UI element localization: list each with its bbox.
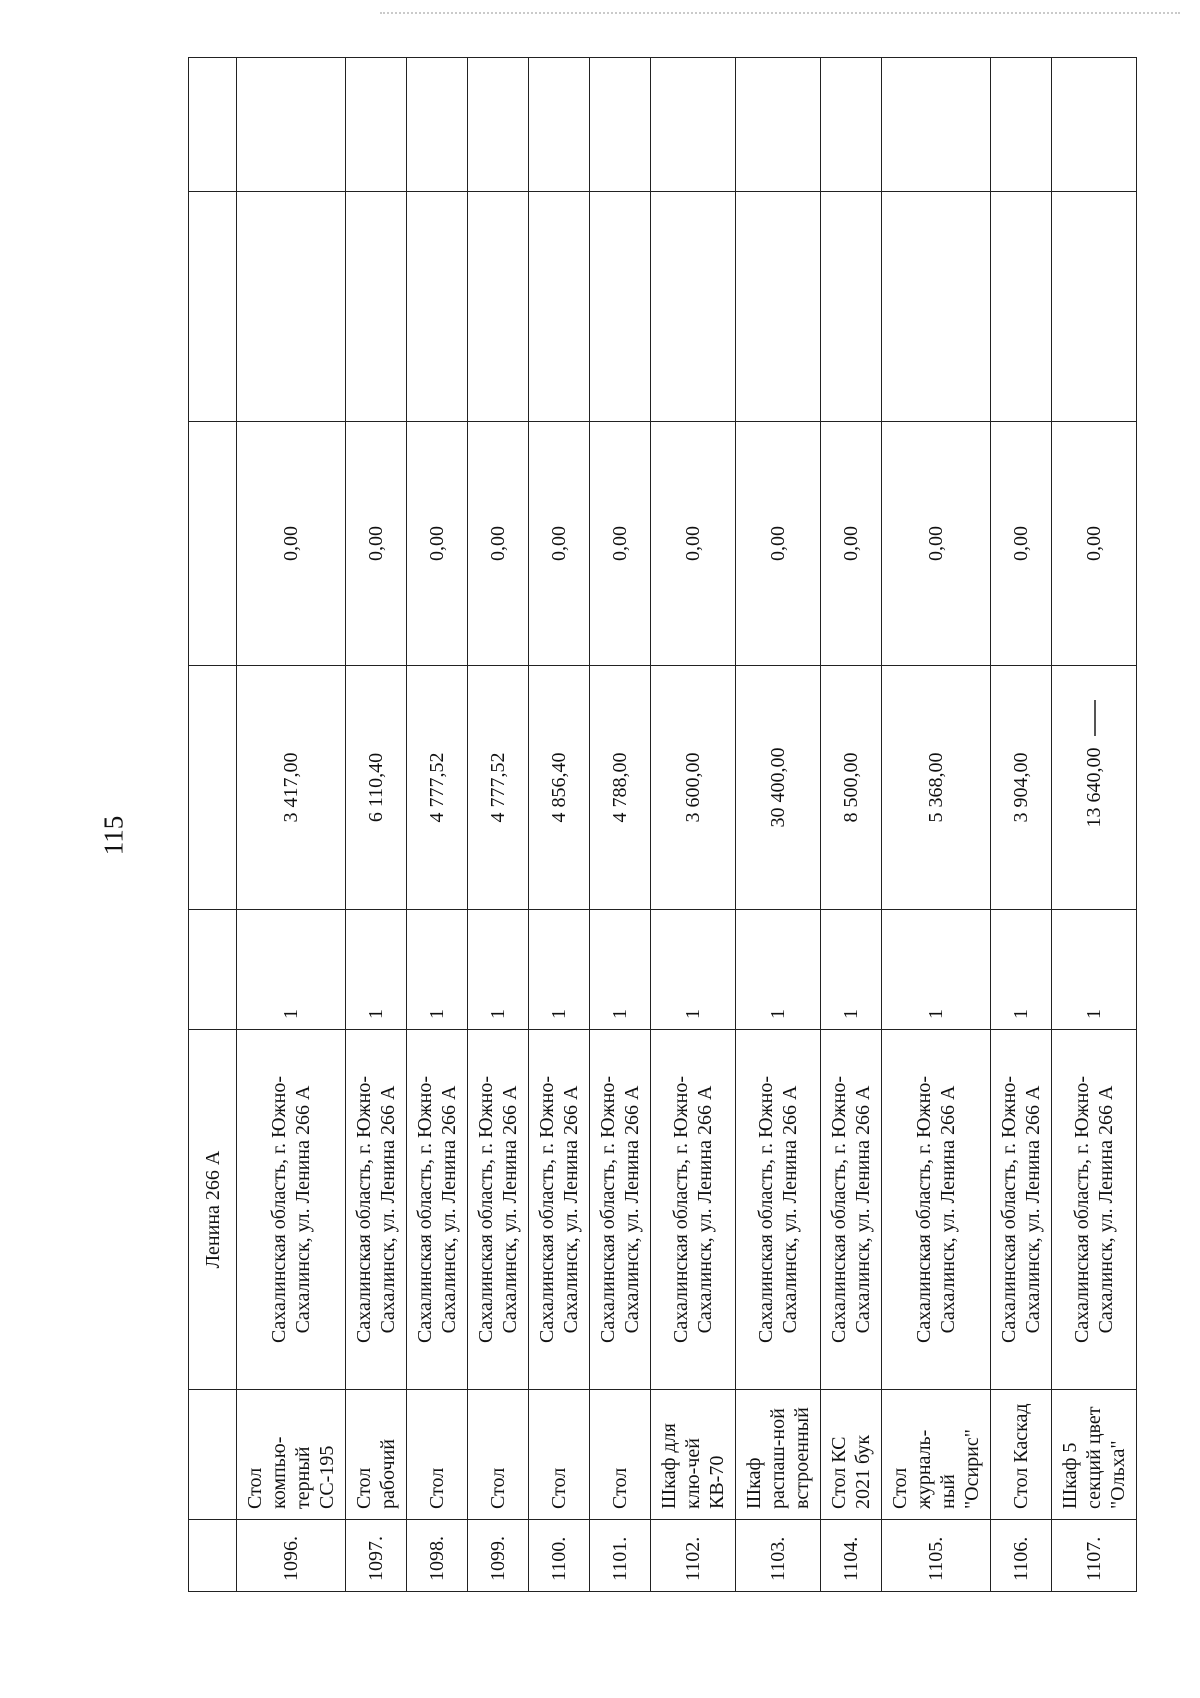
item-cost: 13 640,00 bbox=[1052, 666, 1137, 910]
table-row bbox=[590, 58, 651, 1592]
cell-empty bbox=[882, 192, 991, 422]
item-cost: 6 110,40 bbox=[346, 666, 407, 910]
item-residual-value: 0,00 bbox=[346, 422, 407, 666]
cell-empty bbox=[590, 192, 651, 422]
item-residual-value: 0,00 bbox=[407, 422, 468, 666]
item-address: Сахалинская область, г. Южно-Сахалинск, ул. Ленина 266 А bbox=[237, 1030, 346, 1390]
item-number: 1107. bbox=[1052, 1520, 1137, 1592]
table-row bbox=[821, 58, 882, 1592]
item-residual-value: 0,00 bbox=[529, 422, 590, 666]
cell-empty bbox=[821, 58, 882, 192]
cell-empty bbox=[189, 192, 237, 422]
cell-empty bbox=[237, 58, 346, 192]
cell-empty bbox=[991, 192, 1052, 422]
item-address: Сахалинская область, г. Южно-Сахалинск, ул. Ленина 266 А bbox=[736, 1030, 821, 1390]
cell-empty bbox=[189, 1520, 237, 1592]
cell-empty bbox=[651, 58, 736, 192]
item-residual-value: 0,00 bbox=[651, 422, 736, 666]
item-address: Сахалинская область, г. Южно-Сахалинск, ул. Ленина 266 А bbox=[821, 1030, 882, 1390]
item-residual-value: 0,00 bbox=[991, 422, 1052, 666]
item-address: Сахалинская область, г. Южно-Сахалинск, ул. Ленина 266 А bbox=[529, 1030, 590, 1390]
item-cost: 4 788,00 bbox=[590, 666, 651, 910]
item-cost: 4 777,52 bbox=[468, 666, 529, 910]
item-address: Сахалинская область, г. Южно-Сахалинск, ул. Ленина 266 А bbox=[346, 1030, 407, 1390]
item-name: Стол компью-терный СС-195 bbox=[237, 1390, 346, 1520]
cell-empty bbox=[1052, 192, 1137, 422]
cell-empty bbox=[736, 58, 821, 192]
item-number: 1099. bbox=[468, 1520, 529, 1592]
cell-empty bbox=[991, 58, 1052, 192]
item-name: Стол bbox=[407, 1390, 468, 1520]
page-number: 115 bbox=[98, 815, 129, 856]
item-residual-value: 0,00 bbox=[821, 422, 882, 666]
table-row bbox=[651, 58, 736, 1592]
item-residual-value: 0,00 bbox=[468, 422, 529, 666]
item-name: Шкаф 5 секций цвет "Ольха" bbox=[1052, 1390, 1137, 1520]
table-row bbox=[991, 58, 1052, 1592]
cell-empty bbox=[468, 192, 529, 422]
item-number: 1106. bbox=[991, 1520, 1052, 1592]
item-cost: 4 856,40 bbox=[529, 666, 590, 910]
item-quantity: 1 bbox=[346, 910, 407, 1030]
cell-empty bbox=[736, 192, 821, 422]
item-name: Стол Каскад bbox=[991, 1390, 1052, 1520]
cell-empty bbox=[189, 1390, 237, 1520]
cell-empty bbox=[189, 422, 237, 666]
table-row bbox=[882, 58, 991, 1592]
cell-empty bbox=[346, 58, 407, 192]
item-cost: 8 500,00 bbox=[821, 666, 882, 910]
cell-empty bbox=[189, 58, 237, 192]
item-address: Сахалинская область, г. Южно-Сахалинск, ул. Ленина 266 А bbox=[991, 1030, 1052, 1390]
item-residual-value: 0,00 bbox=[736, 422, 821, 666]
item-residual-value: 0,00 bbox=[1052, 422, 1137, 666]
item-residual-value: 0,00 bbox=[237, 422, 346, 666]
continuation-address: Ленина 266 А bbox=[189, 1030, 237, 1390]
item-quantity: 1 bbox=[651, 910, 736, 1030]
item-quantity: 1 bbox=[1052, 910, 1137, 1030]
item-quantity: 1 bbox=[821, 910, 882, 1030]
item-address: Сахалинская область, г. Южно-Сахалинск, ул. Ленина 266 А bbox=[651, 1030, 736, 1390]
cell-empty bbox=[590, 58, 651, 192]
item-name: Стол журналь-ный "Осирис" bbox=[882, 1390, 991, 1520]
item-number: 1097. bbox=[346, 1520, 407, 1592]
item-number: 1101. bbox=[590, 1520, 651, 1592]
inventory-table-area bbox=[188, 58, 1129, 1592]
item-number: 1103. bbox=[736, 1520, 821, 1592]
item-name: Шкаф для клю-чей КВ-70 bbox=[651, 1390, 736, 1520]
item-number: 1096. bbox=[237, 1520, 346, 1592]
item-residual-value: 0,00 bbox=[590, 422, 651, 666]
cell-empty bbox=[882, 58, 991, 192]
item-quantity: 1 bbox=[468, 910, 529, 1030]
table-body bbox=[189, 58, 1137, 1592]
item-quantity: 1 bbox=[237, 910, 346, 1030]
inventory-table bbox=[188, 57, 1137, 1592]
cell-empty bbox=[821, 192, 882, 422]
item-cost: 30 400,00 bbox=[736, 666, 821, 910]
item-number: 1104. bbox=[821, 1520, 882, 1592]
item-cost: 3 904,00 bbox=[991, 666, 1052, 910]
item-name: Шкаф распаш-ной встроенный bbox=[736, 1390, 821, 1520]
item-quantity: 1 bbox=[590, 910, 651, 1030]
cell-empty bbox=[651, 192, 736, 422]
item-quantity: 1 bbox=[882, 910, 991, 1030]
cell-empty bbox=[529, 58, 590, 192]
item-number: 1102. bbox=[651, 1520, 736, 1592]
cell-empty bbox=[1052, 58, 1137, 192]
table-row bbox=[237, 58, 346, 1592]
item-quantity: 1 bbox=[736, 910, 821, 1030]
table-row bbox=[736, 58, 821, 1592]
cell-empty bbox=[189, 910, 237, 1030]
item-residual-value: 0,00 bbox=[882, 422, 991, 666]
cell-empty bbox=[529, 192, 590, 422]
rotated-table bbox=[188, 58, 1129, 1592]
item-quantity: 1 bbox=[529, 910, 590, 1030]
item-number: 1100. bbox=[529, 1520, 590, 1592]
item-cost: 3 600,00 bbox=[651, 666, 736, 910]
item-name: Стол bbox=[529, 1390, 590, 1520]
item-address: Сахалинская область, г. Южно-Сахалинск, ул. Ленина 266 А bbox=[407, 1030, 468, 1390]
table-row bbox=[407, 58, 468, 1592]
scan-artifact bbox=[380, 12, 1180, 20]
cell-empty bbox=[468, 58, 529, 192]
cell-empty bbox=[407, 58, 468, 192]
item-name: Стол bbox=[468, 1390, 529, 1520]
table-row bbox=[468, 58, 529, 1592]
item-address: Сахалинская область, г. Южно-Сахалинск, ул. Ленина 266 А bbox=[1052, 1030, 1137, 1390]
cell-empty bbox=[237, 192, 346, 422]
item-quantity: 1 bbox=[407, 910, 468, 1030]
table-row bbox=[1052, 58, 1137, 1592]
item-address: Сахалинская область, г. Южно-Сахалинск, ул. Ленина 266 А bbox=[468, 1030, 529, 1390]
item-number: 1098. bbox=[407, 1520, 468, 1592]
item-quantity: 1 bbox=[991, 910, 1052, 1030]
item-address: Сахалинская область, г. Южно-Сахалинск, ул. Ленина 266 А bbox=[590, 1030, 651, 1390]
item-address: Сахалинская область, г. Южно-Сахалинск, ул. Ленина 266 А bbox=[882, 1030, 991, 1390]
item-cost: 5 368,00 bbox=[882, 666, 991, 910]
item-number: 1105. bbox=[882, 1520, 991, 1592]
item-name: Стол bbox=[590, 1390, 651, 1520]
item-cost: 3 417,00 bbox=[237, 666, 346, 910]
cell-empty bbox=[407, 192, 468, 422]
table-row bbox=[529, 58, 590, 1592]
table-row bbox=[346, 58, 407, 1592]
cell-empty bbox=[189, 666, 237, 910]
cell-empty bbox=[346, 192, 407, 422]
continuation-row bbox=[189, 58, 237, 1592]
item-name: Стол КС 2021 бук bbox=[821, 1390, 882, 1520]
item-cost: 4 777,52 bbox=[407, 666, 468, 910]
item-name: Стол рабочий bbox=[346, 1390, 407, 1520]
